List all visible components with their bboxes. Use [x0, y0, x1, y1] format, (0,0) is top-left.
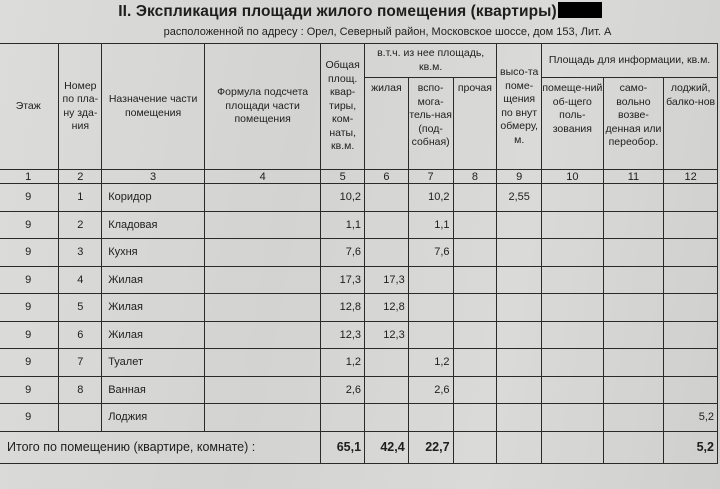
row-common-area — [542, 349, 603, 377]
row-loggia-area — [664, 294, 718, 322]
column-number: 12 — [664, 170, 718, 184]
explication-table — [0, 43, 718, 464]
row-formula — [204, 184, 320, 212]
header-group-info: Площадь для информации, кв.м. — [542, 44, 718, 78]
row-formula — [204, 211, 320, 239]
row-plan-number: 6 — [59, 321, 102, 349]
column-number: 7 — [408, 170, 453, 184]
header-height: высо-та поме-щения по внут обмеру, м. — [497, 44, 542, 170]
header-loggias: лоджий, балко-нов — [664, 78, 718, 170]
row-room-name: Кухня — [102, 239, 205, 267]
header-purpose: Назначение части помещения — [102, 44, 205, 170]
row-living-area — [365, 211, 409, 239]
total-living-sum: 42,4 — [365, 431, 409, 463]
row-common-area — [542, 211, 603, 239]
header-floor: Этаж — [0, 44, 59, 170]
row-height: 2,55 — [497, 184, 542, 212]
row-common-area — [542, 376, 603, 404]
row-aux-area: 10,2 — [408, 184, 453, 212]
row-height — [497, 266, 542, 294]
row-floor: 9 — [0, 184, 59, 212]
row-aux-area: 7,6 — [408, 239, 453, 267]
row-room-name: Ванная — [102, 376, 205, 404]
row-formula — [204, 266, 320, 294]
row-aux-area — [408, 321, 453, 349]
row-room-name: Жилая — [102, 321, 205, 349]
column-number: 6 — [365, 170, 409, 184]
title-text: II. Экспликация площади жилого помещения (квартиры) — [118, 3, 557, 20]
row-aux-area: 2,6 — [408, 376, 453, 404]
row-room-name: Туалет — [102, 349, 205, 377]
row-other-area — [453, 349, 497, 377]
column-number: 5 — [321, 170, 365, 184]
row-aux-area: 1,2 — [408, 349, 453, 377]
header-plan-number: Номер по пла-ну зда-ния — [59, 44, 102, 170]
row-plan-number: 5 — [59, 294, 102, 322]
total-label: Итого по помещению (квартире, комнате) : — [0, 431, 321, 463]
total-height — [497, 431, 542, 463]
row-living-area: 12,3 — [365, 321, 409, 349]
row-living-area — [365, 376, 409, 404]
row-other-area — [453, 294, 497, 322]
row-formula — [204, 321, 320, 349]
row-loggia-area — [664, 376, 718, 404]
column-number: 10 — [542, 170, 603, 184]
row-unauth-area — [603, 349, 664, 377]
address-line: расположенной по адресу : Орел, Северный район, Московское шоссе, дом 153, Лит. А — [163, 26, 612, 38]
row-other-area — [453, 184, 497, 212]
table-row — [0, 404, 718, 432]
row-total-area: 2,6 — [321, 376, 365, 404]
row-height — [497, 321, 542, 349]
row-other-area — [453, 321, 497, 349]
row-loggia-area — [664, 239, 718, 267]
row-room-name: Коридор — [102, 184, 205, 212]
table-row — [0, 239, 718, 267]
row-total-area: 1,2 — [321, 349, 365, 377]
header-other: прочая — [453, 78, 497, 170]
column-number: 3 — [102, 170, 205, 184]
row-loggia-area: 5,2 — [664, 404, 718, 432]
row-loggia-area — [664, 349, 718, 377]
table-row — [0, 321, 718, 349]
row-total-area: 12,8 — [321, 294, 365, 322]
row-unauth-area — [603, 239, 664, 267]
row-aux-area — [408, 404, 453, 432]
row-common-area — [542, 321, 603, 349]
row-room-name: Жилая — [102, 266, 205, 294]
row-living-area: 17,3 — [365, 266, 409, 294]
row-plan-number: 8 — [59, 376, 102, 404]
row-living-area — [365, 184, 409, 212]
row-living-area: 12,8 — [365, 294, 409, 322]
column-number: 4 — [204, 170, 320, 184]
table-row — [0, 266, 718, 294]
row-formula — [204, 239, 320, 267]
row-total-area — [321, 404, 365, 432]
row-loggia-area — [664, 321, 718, 349]
total-loggia-sum: 5,2 — [664, 431, 718, 463]
row-other-area — [453, 266, 497, 294]
table-row — [0, 349, 718, 377]
row-total-area: 12,3 — [321, 321, 365, 349]
row-floor: 9 — [0, 404, 59, 432]
row-height — [497, 239, 542, 267]
row-formula — [204, 404, 320, 432]
row-formula — [204, 294, 320, 322]
row-other-area — [453, 211, 497, 239]
header-common-use: помеще-ний об-щего поль-зования — [542, 78, 603, 170]
header-unauthorized: само-вольно возве-денная или переобор. — [603, 78, 664, 170]
row-plan-number — [59, 404, 102, 432]
row-aux-area — [408, 294, 453, 322]
row-unauth-area — [603, 376, 664, 404]
header-group-incl: в.т.ч. из нее площадь, кв.м. — [365, 44, 497, 78]
redacted-block — [558, 2, 602, 18]
column-number: 1 — [0, 170, 59, 184]
row-loggia-area — [664, 184, 718, 212]
column-number: 2 — [59, 170, 102, 184]
table-row — [0, 211, 718, 239]
row-floor: 9 — [0, 321, 59, 349]
row-common-area — [542, 266, 603, 294]
row-room-name: Жилая — [102, 294, 205, 322]
row-other-area — [453, 376, 497, 404]
table-row — [0, 184, 718, 212]
row-unauth-area — [603, 184, 664, 212]
row-floor: 9 — [0, 349, 59, 377]
row-height — [497, 211, 542, 239]
row-loggia-area — [664, 266, 718, 294]
row-plan-number: 2 — [59, 211, 102, 239]
total-aux-sum: 22,7 — [408, 431, 453, 463]
total-area-sum: 65,1 — [321, 431, 365, 463]
row-plan-number: 3 — [59, 239, 102, 267]
header-total-area: Общая площ. квар-тиры, ком-наты, кв.м. — [321, 44, 365, 170]
total-other-sum — [453, 431, 497, 463]
table-row — [0, 376, 718, 404]
row-aux-area: 1,1 — [408, 211, 453, 239]
row-plan-number: 7 — [59, 349, 102, 377]
row-formula — [204, 349, 320, 377]
row-total-area: 1,1 — [321, 211, 365, 239]
row-other-area — [453, 404, 497, 432]
header-formula: Формула подсчета площади части помещения — [204, 44, 320, 170]
row-floor: 9 — [0, 211, 59, 239]
row-height — [497, 376, 542, 404]
row-common-area — [542, 404, 603, 432]
row-total-area: 7,6 — [321, 239, 365, 267]
row-common-area — [542, 294, 603, 322]
total-row — [0, 431, 718, 463]
row-living-area — [365, 239, 409, 267]
header-auxiliary: вспо-мога-тель-ная (под-собная) — [408, 78, 453, 170]
column-number: 11 — [603, 170, 664, 184]
row-height — [497, 349, 542, 377]
row-floor: 9 — [0, 239, 59, 267]
row-height — [497, 294, 542, 322]
row-unauth-area — [603, 211, 664, 239]
row-height — [497, 404, 542, 432]
row-plan-number: 1 — [59, 184, 102, 212]
row-living-area — [365, 404, 409, 432]
row-floor: 9 — [0, 294, 59, 322]
row-living-area — [365, 349, 409, 377]
row-loggia-area — [664, 211, 718, 239]
row-aux-area — [408, 266, 453, 294]
row-unauth-area — [603, 266, 664, 294]
total-unauth-sum — [603, 431, 664, 463]
row-formula — [204, 376, 320, 404]
row-plan-number: 4 — [59, 266, 102, 294]
column-number: 9 — [497, 170, 542, 184]
total-common-sum — [542, 431, 603, 463]
row-other-area — [453, 239, 497, 267]
row-room-name: Лоджия — [102, 404, 205, 432]
row-unauth-area — [603, 404, 664, 432]
row-common-area — [542, 184, 603, 212]
row-total-area: 10,2 — [321, 184, 365, 212]
row-floor: 9 — [0, 266, 59, 294]
row-unauth-area — [603, 321, 664, 349]
document-title — [0, 2, 720, 21]
row-room-name: Кладовая — [102, 211, 205, 239]
header-living: жилая — [365, 78, 409, 170]
table-row — [0, 294, 718, 322]
row-unauth-area — [603, 294, 664, 322]
row-floor: 9 — [0, 376, 59, 404]
row-common-area — [542, 239, 603, 267]
row-total-area: 17,3 — [321, 266, 365, 294]
column-number: 8 — [453, 170, 497, 184]
